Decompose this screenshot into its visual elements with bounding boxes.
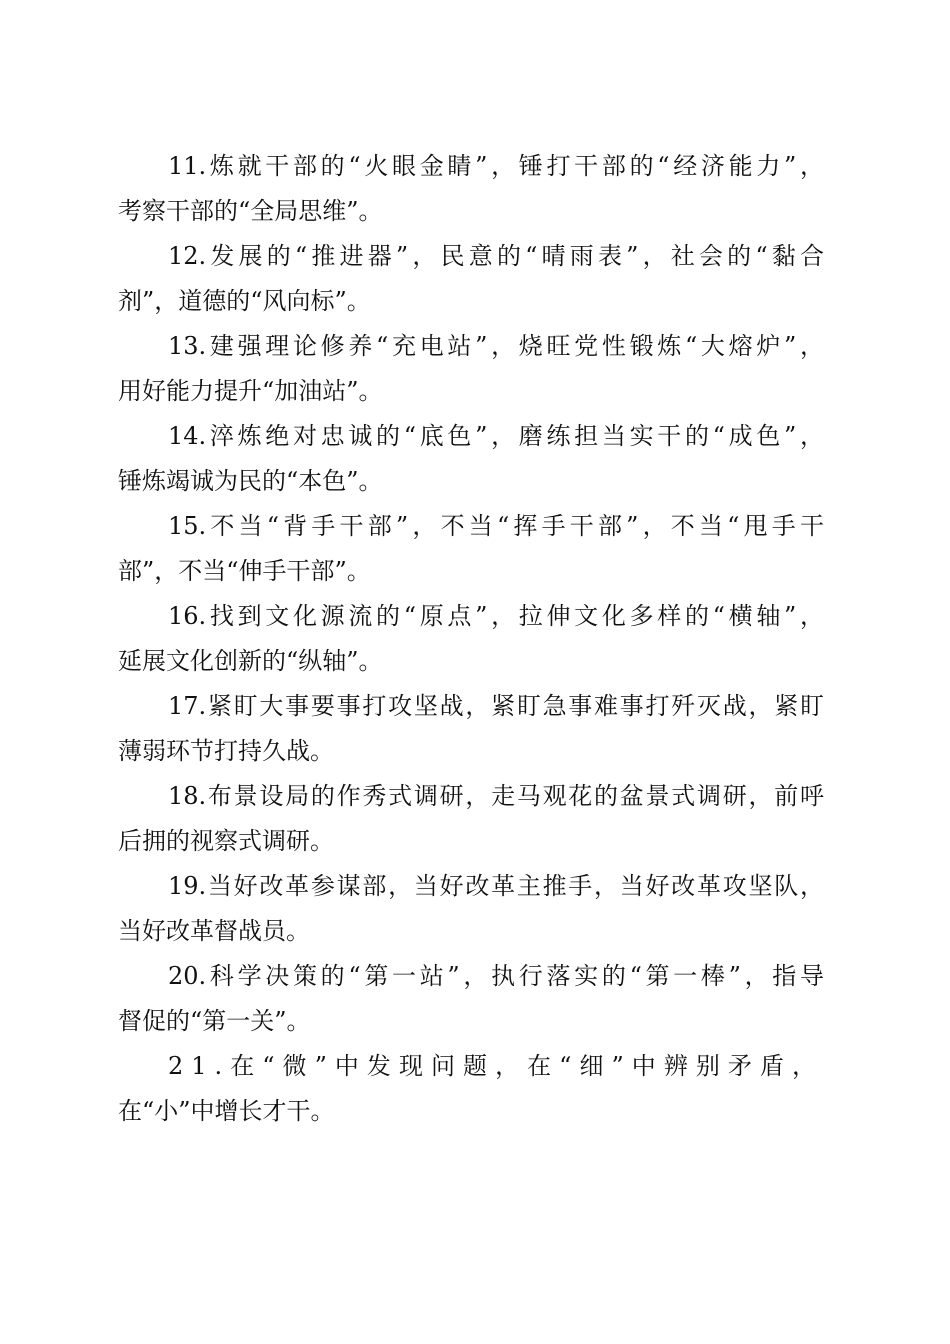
item-first-line: 14.淬炼绝对忠诚的“底色”，磨练担当实干的“成色”， [168, 422, 824, 450]
document-body [118, 144, 824, 1134]
list-item [118, 774, 824, 864]
item-second-line: 锤炼竭诚为民的“本色”。 [118, 467, 383, 495]
item-second-line: 薄弱环节打持久战。 [118, 737, 334, 765]
list-item [118, 954, 824, 1044]
list-item [118, 684, 824, 774]
item-second-line: 用好能力提升“加油站”。 [118, 377, 383, 405]
item-second-line: 后拥的视察式调研。 [118, 827, 334, 855]
item-first-line: 13.建强理论修养“充电站”，烧旺党性锻炼“大熔炉”， [168, 332, 824, 360]
list-item [118, 414, 824, 504]
list-item [118, 324, 824, 414]
item-first-line: 15.不当“背手干部”，不当“挥手干部”，不当“甩手干 [168, 512, 824, 540]
item-first-line: 16.找到文化源流的“原点”，拉伸文化多样的“横轴”， [168, 602, 824, 630]
item-second-line: 督促的“第一关”。 [118, 1007, 311, 1035]
list-item [118, 504, 824, 594]
item-first-line: 17.紧盯大事要事打攻坚战，紧盯急事难事打歼灭战，紧盯 [168, 692, 824, 720]
item-first-line: 20.科学决策的“第一站”，执行落实的“第一棒”，指导 [168, 962, 824, 990]
item-second-line: 延展文化创新的“纵轴”。 [118, 647, 383, 675]
list-item [118, 1044, 824, 1134]
list-item [118, 234, 824, 324]
item-second-line: 考察干部的“全局思维”。 [118, 197, 383, 225]
list-item [118, 594, 824, 684]
item-second-line: 在“小”中增长才干。 [118, 1097, 335, 1125]
item-first-line: 11.炼就干部的“火眼金睛”，锤打干部的“经济能力”， [168, 152, 824, 180]
item-first-line: 18.布景设局的作秀式调研，走马观花的盆景式调研，前呼 [168, 782, 824, 810]
list-item [118, 144, 824, 234]
item-first-line: 21.在“微”中发现问题，在“细”中辨别矛盾， [168, 1052, 824, 1080]
list-item [118, 864, 824, 954]
item-first-line: 19.当好改革参谋部，当好改革主推手，当好改革攻坚队， [168, 872, 824, 900]
item-second-line: 部”，不当“伸手干部”。 [118, 557, 371, 585]
item-first-line: 12.发展的“推进器”，民意的“晴雨表”，社会的“黏合 [168, 242, 824, 270]
item-second-line: 当好改革督战员。 [118, 917, 310, 945]
item-second-line: 剂”，道德的“风向标”。 [118, 287, 371, 315]
